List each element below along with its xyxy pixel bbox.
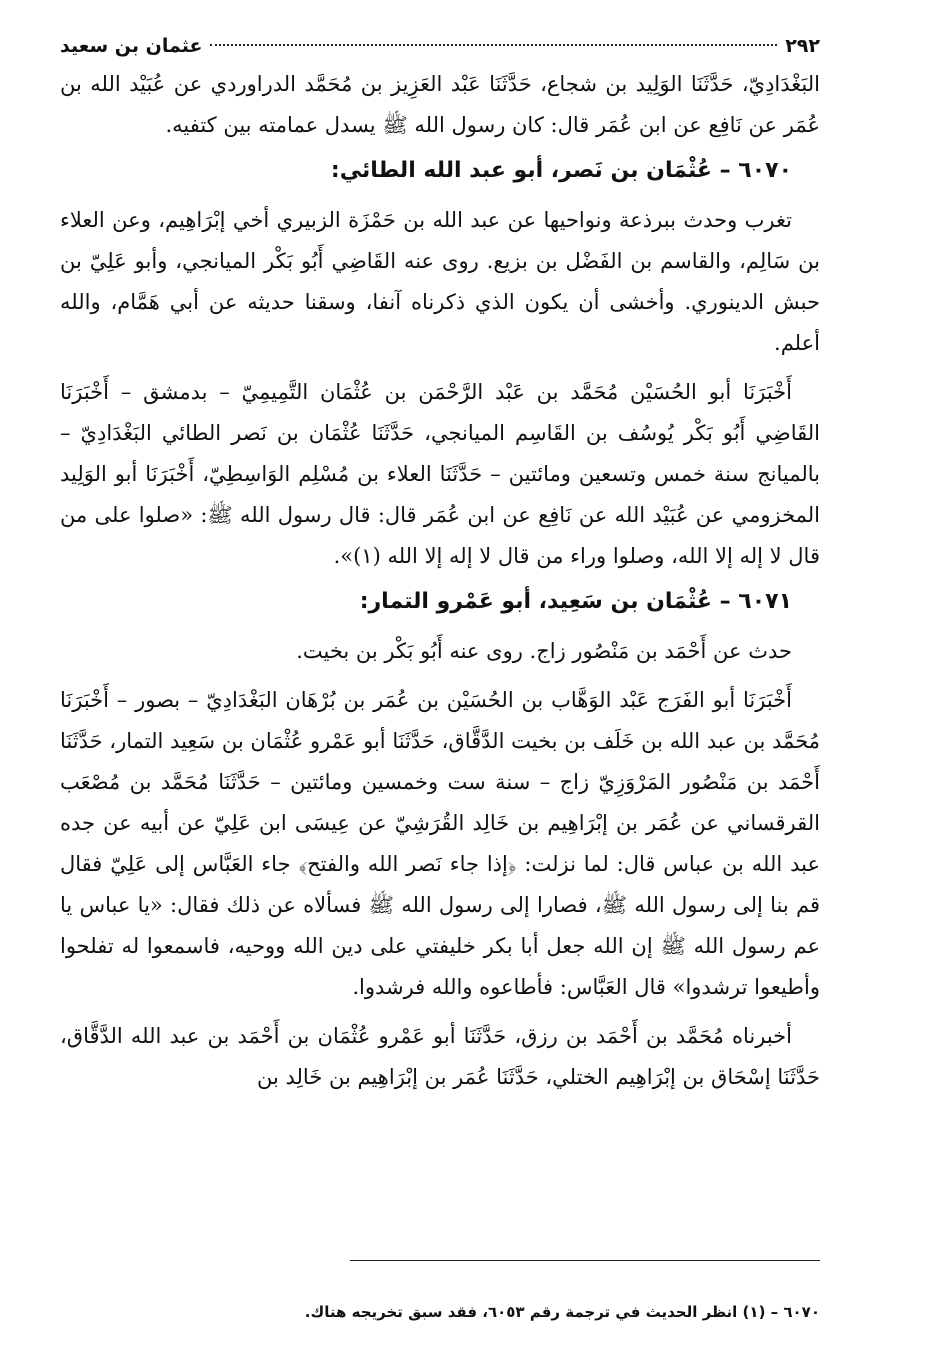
paragraph-biography-6070: تغرب وحدث ببرذعة ونواحيها عن عبد الله بن حَمْزَة الزبيري أخي إبْرَاهِيم، وعن العلاء بن سَالِم، والقاسم بن الفَضْل بن بزيع. روى عنه القَاضِي أَبُو بَكْر الميانجي، وأبو عَلِيّ بن حبش الدينوري. وأخشى أن يكون الذي ذكرناه آنفا، وسقنا حديثه عن أبي هَمَّام، والله أعلم. (60, 208, 820, 355)
paragraph-hadith-6070: أَخْبَرَنَا أبو الحُسَيْن مُحَمَّد بن عَبْد الرَّحْمَن بن عُثْمَان التَّمِيمِيّ – بدمشق – أَخْبَرَنَا القَاضِي أَبُو بَكْر يُوسُف بن القَاسِم الميانجي، حَدَّثَنَا عُثْمَان بن نَصر الطائي البَغْدَادِيّ – بالميانج سنة خمس وتسعين ومائتين – حَدَّثَنَا العلاء بن مُسْلِم الوَاسِطِيّ، أَخْبَرَنَا أبو الوَلِيد المخزومي عن عُبَيْد الله عن نَافِع عن ابن عُمَر قال: قال رسول الله ﷺ: «صلوا على من قال لا إله إلا الله، وصلوا وراء من قال لا إله إلا الله (١)». (60, 380, 820, 568)
paragraph-hadith-6071-second: أخبرناه مُحَمَّد بن أَحْمَد بن رزق، حَدَّثَنَا أبو عَمْرو عُثْمَان بن أَحْمَد بن عبد الله الدَّقَّاق، حَدَّثَنَا إسْحَاق بن إبْرَاهِيم الختلي، حَدَّثَنَا عُمَر بن إبْرَاهِيم بن خَالِد بن (60, 1024, 820, 1089)
book-page (60, 28, 820, 1338)
entry-heading-6070: ٦٠٧٠ – عُثْمَان بن نَصر، أبو عبد الله الطائي: (330, 158, 792, 183)
dotted-leader (210, 44, 777, 46)
paragraph-continuation: البَغْدَادِيّ، حَدَّثَنَا الوَلِيد بن شجاع، حَدَّثَنَا عَبْد العَزِيز بن مُحَمَّد الدراوردي عن عُبَيْد الله بن عُمَر عن نَافِع عن ابن عُمَر قال: كان رسول الله ﷺ يسدل عمامته بين كتفيه. (60, 72, 820, 137)
paragraph-biography-6071: حدث عن أَحْمَد بن مَنْصُور زاج. روى عنه أَبُو بَكْر بن بخيت. (296, 639, 792, 663)
running-title: عثمان بن سعيد (60, 35, 203, 57)
entry-heading-6071: ٦٠٧١ – عُثْمَان بن سَعِيد، أبو عَمْرو التمار: (359, 589, 792, 614)
running-head (60, 28, 820, 64)
page-number: ٢٩٢ (785, 35, 820, 57)
paragraph-hadith-6071: أَخْبَرَنَا أبو الفَرَج عَبْد الوَهَّاب بن الحُسَيْن بن عُمَر بن بُرْهَان البَغْدَادِيّ – بصور – أَخْبَرَنَا مُحَمَّد بن عبد الله بن خَلَف بن بخيت الدَّقَّاق، حَدَّثَنَا أبو عَمْرو عُثْمَان بن سَعِيد التمار، حَدَّثَنَا أَحْمَد بن مَنْصُور المَرْوَزِيّ زاج – سنة ست وخمسين ومائتين – حَدَّثَنَا مُحَمَّد بن مُصْعَب القرقساني عن عُمَر بن إبْرَاهِيم بن خَالِد القُرَشِيّ عن عِيسَى ابن عَلِيّ عن أبيه عن جده عبد الله بن عباس قال: لما نزلت: ﴿إذا جاء نَصر الله والفتح﴾ جاء العَبَّاس إلى عَلِيّ فقال قم بنا إلى رسول الله ﷺ، فصارا إلى رسول الله ﷺ فسألاه عن ذلك فقال: «يا عباس يا عم رسول الله ﷺ إن الله جعل أبا بكر خليفتي على دين الله ووحيه، فاسمعوا له تفلحوا وأطيعوا ترشدوا» قال العَبَّاس: فأطاعوه والله فرشدوا. (60, 688, 820, 999)
footnote-divider (350, 1260, 820, 1261)
footnote: ٦٠٧٠ – (١) انظر الحديث في ترجمة رقم ٦٠٥٣، فقد سبق تخريجه هناك. (304, 1303, 820, 1321)
